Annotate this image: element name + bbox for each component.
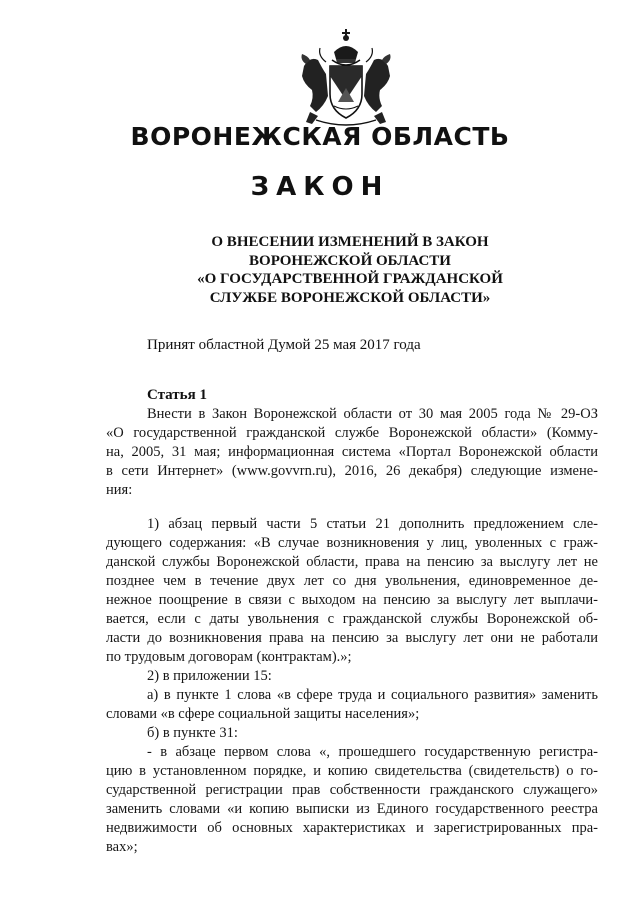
body-line: дующего содержания: «В случае возникновения у лиц, уволенных с граж- (106, 535, 598, 551)
body-line: ния: (106, 482, 133, 498)
body-line: нежное поощрение в связи с выходом на пенсию за выслугу лет выплачи- (106, 592, 598, 608)
body-line: сударственной регистрации прав собственности гражданского служащего» (106, 782, 598, 798)
body-line: по трудовым договорам (контрактам).»; (106, 649, 352, 665)
document-type: ЗАКОН (250, 172, 390, 202)
body-line: недвижимости об основных характеристиках и зарегистрированных пра- (106, 820, 598, 836)
law-title-line: О ВНЕСЕНИИ ИЗМЕНЕНИЙ В ЗАКОН (211, 234, 489, 250)
law-title-line: ВОРОНЕЖСКОЙ ОБЛАСТИ (249, 252, 451, 269)
body-line: вах»; (106, 839, 138, 855)
body-line: 2) в приложении 15: (147, 668, 272, 684)
adoption-date-line: Принят областной Думой 25 мая 2017 года (147, 337, 421, 353)
body-line: вается, если с даты увольнения с гражданской службы Воронежской об- (106, 611, 598, 627)
coat-of-arms-icon (296, 26, 396, 130)
body-line: цию в установленном порядке, и копию свидетельства (свидетельств) о го- (106, 763, 598, 779)
body-line: ласти до возникновения права на пенсию за выслугу лет они не работали (106, 630, 598, 646)
body-line: 1) абзац первый части 5 статьи 21 дополнить предложением сле- (147, 516, 598, 532)
article-heading: Статья 1 (147, 387, 207, 403)
body-line: на, 2005, 31 мая; информационная система «Портал Воронежской области (106, 444, 598, 460)
body-line: Внести в Закон Воронежской области от 30 мая 2005 года № 29-ОЗ (147, 406, 598, 422)
law-title-line: СЛУЖБЕ ВОРОНЕЖСКОЙ ОБЛАСТИ» (209, 289, 491, 306)
body-line: словами «в сфере социальной защиты населения»; (106, 706, 420, 722)
body-line: «О государственной гражданской службе Воронежской области» (Комму- (106, 425, 598, 441)
body-line: заменить словами «и копию выписки из Единого государственного реестра (106, 801, 598, 817)
law-title (150, 233, 550, 307)
body-line: позднее чем в течение двух лет со дня увольнения, единовременное де- (106, 573, 598, 589)
body-line: в сети Интернет» (www.govvrn.ru), 2016, 26 декабря) следующие измене- (106, 463, 598, 479)
body-line: б) в пункте 31: (147, 725, 238, 741)
body-line: а) в пункте 1 слова «в сфере труда и социального развития» заменить (147, 687, 598, 703)
law-title-line: «О ГОСУДАРСТВЕННОЙ ГРАЖДАНСКОЙ (197, 271, 503, 287)
body-line: данской службы Воронежской области, права на пенсию за выслугу лет не (106, 554, 598, 570)
region-name: ВОРОНЕЖСКАЯ ОБЛАСТЬ (130, 122, 510, 151)
body-line: - в абзаце первом слова «, прошедшего государственную регистра- (147, 744, 598, 760)
